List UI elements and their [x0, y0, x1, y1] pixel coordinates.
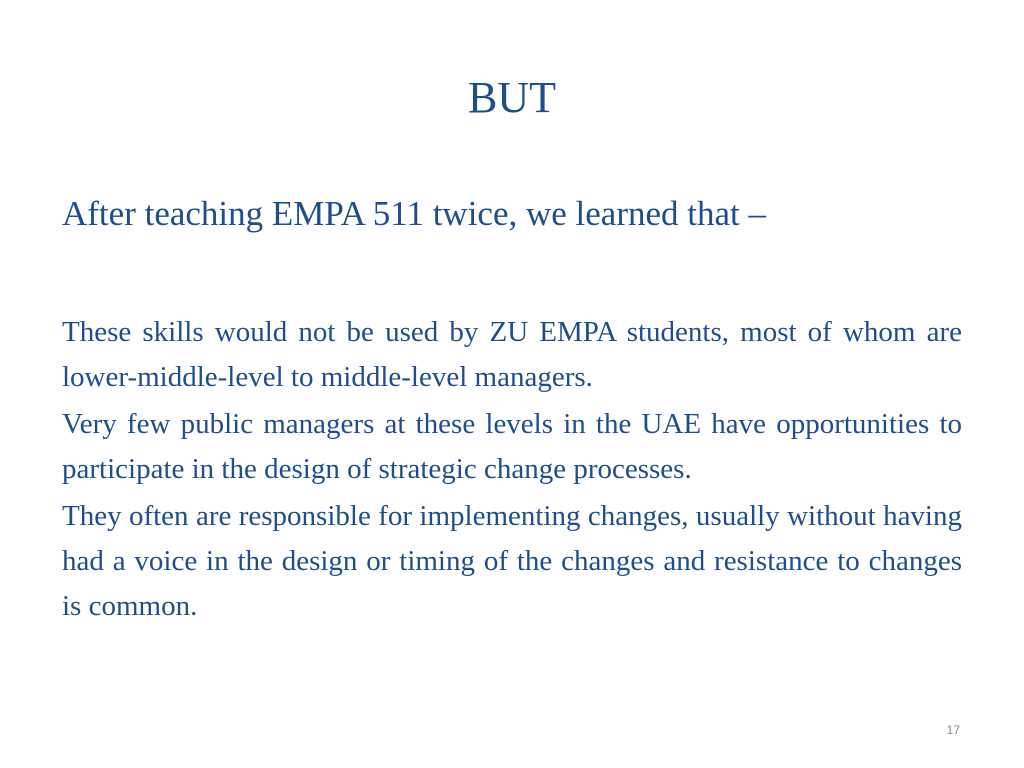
paragraph-implementing-changes: They often are responsible for implementing changes, usually without having had a voice in the design or timing of the changes and resistance to changes is common.: [62, 500, 962, 622]
slide-title: BUT: [468, 73, 556, 122]
page-number: 17: [946, 723, 960, 737]
paragraph-skills-not-used: These skills would not be used by ZU EMPA students, most of whom are lower-middle-level to middle-level managers.: [62, 316, 962, 393]
intro-text: After teaching EMPA 511 twice, we learned that –: [62, 194, 767, 233]
paragraph-few-managers: Very few public managers at these levels in the UAE have opportunities to participate in the design of strategic change processes.: [62, 408, 962, 485]
slide-body: [62, 310, 962, 631]
